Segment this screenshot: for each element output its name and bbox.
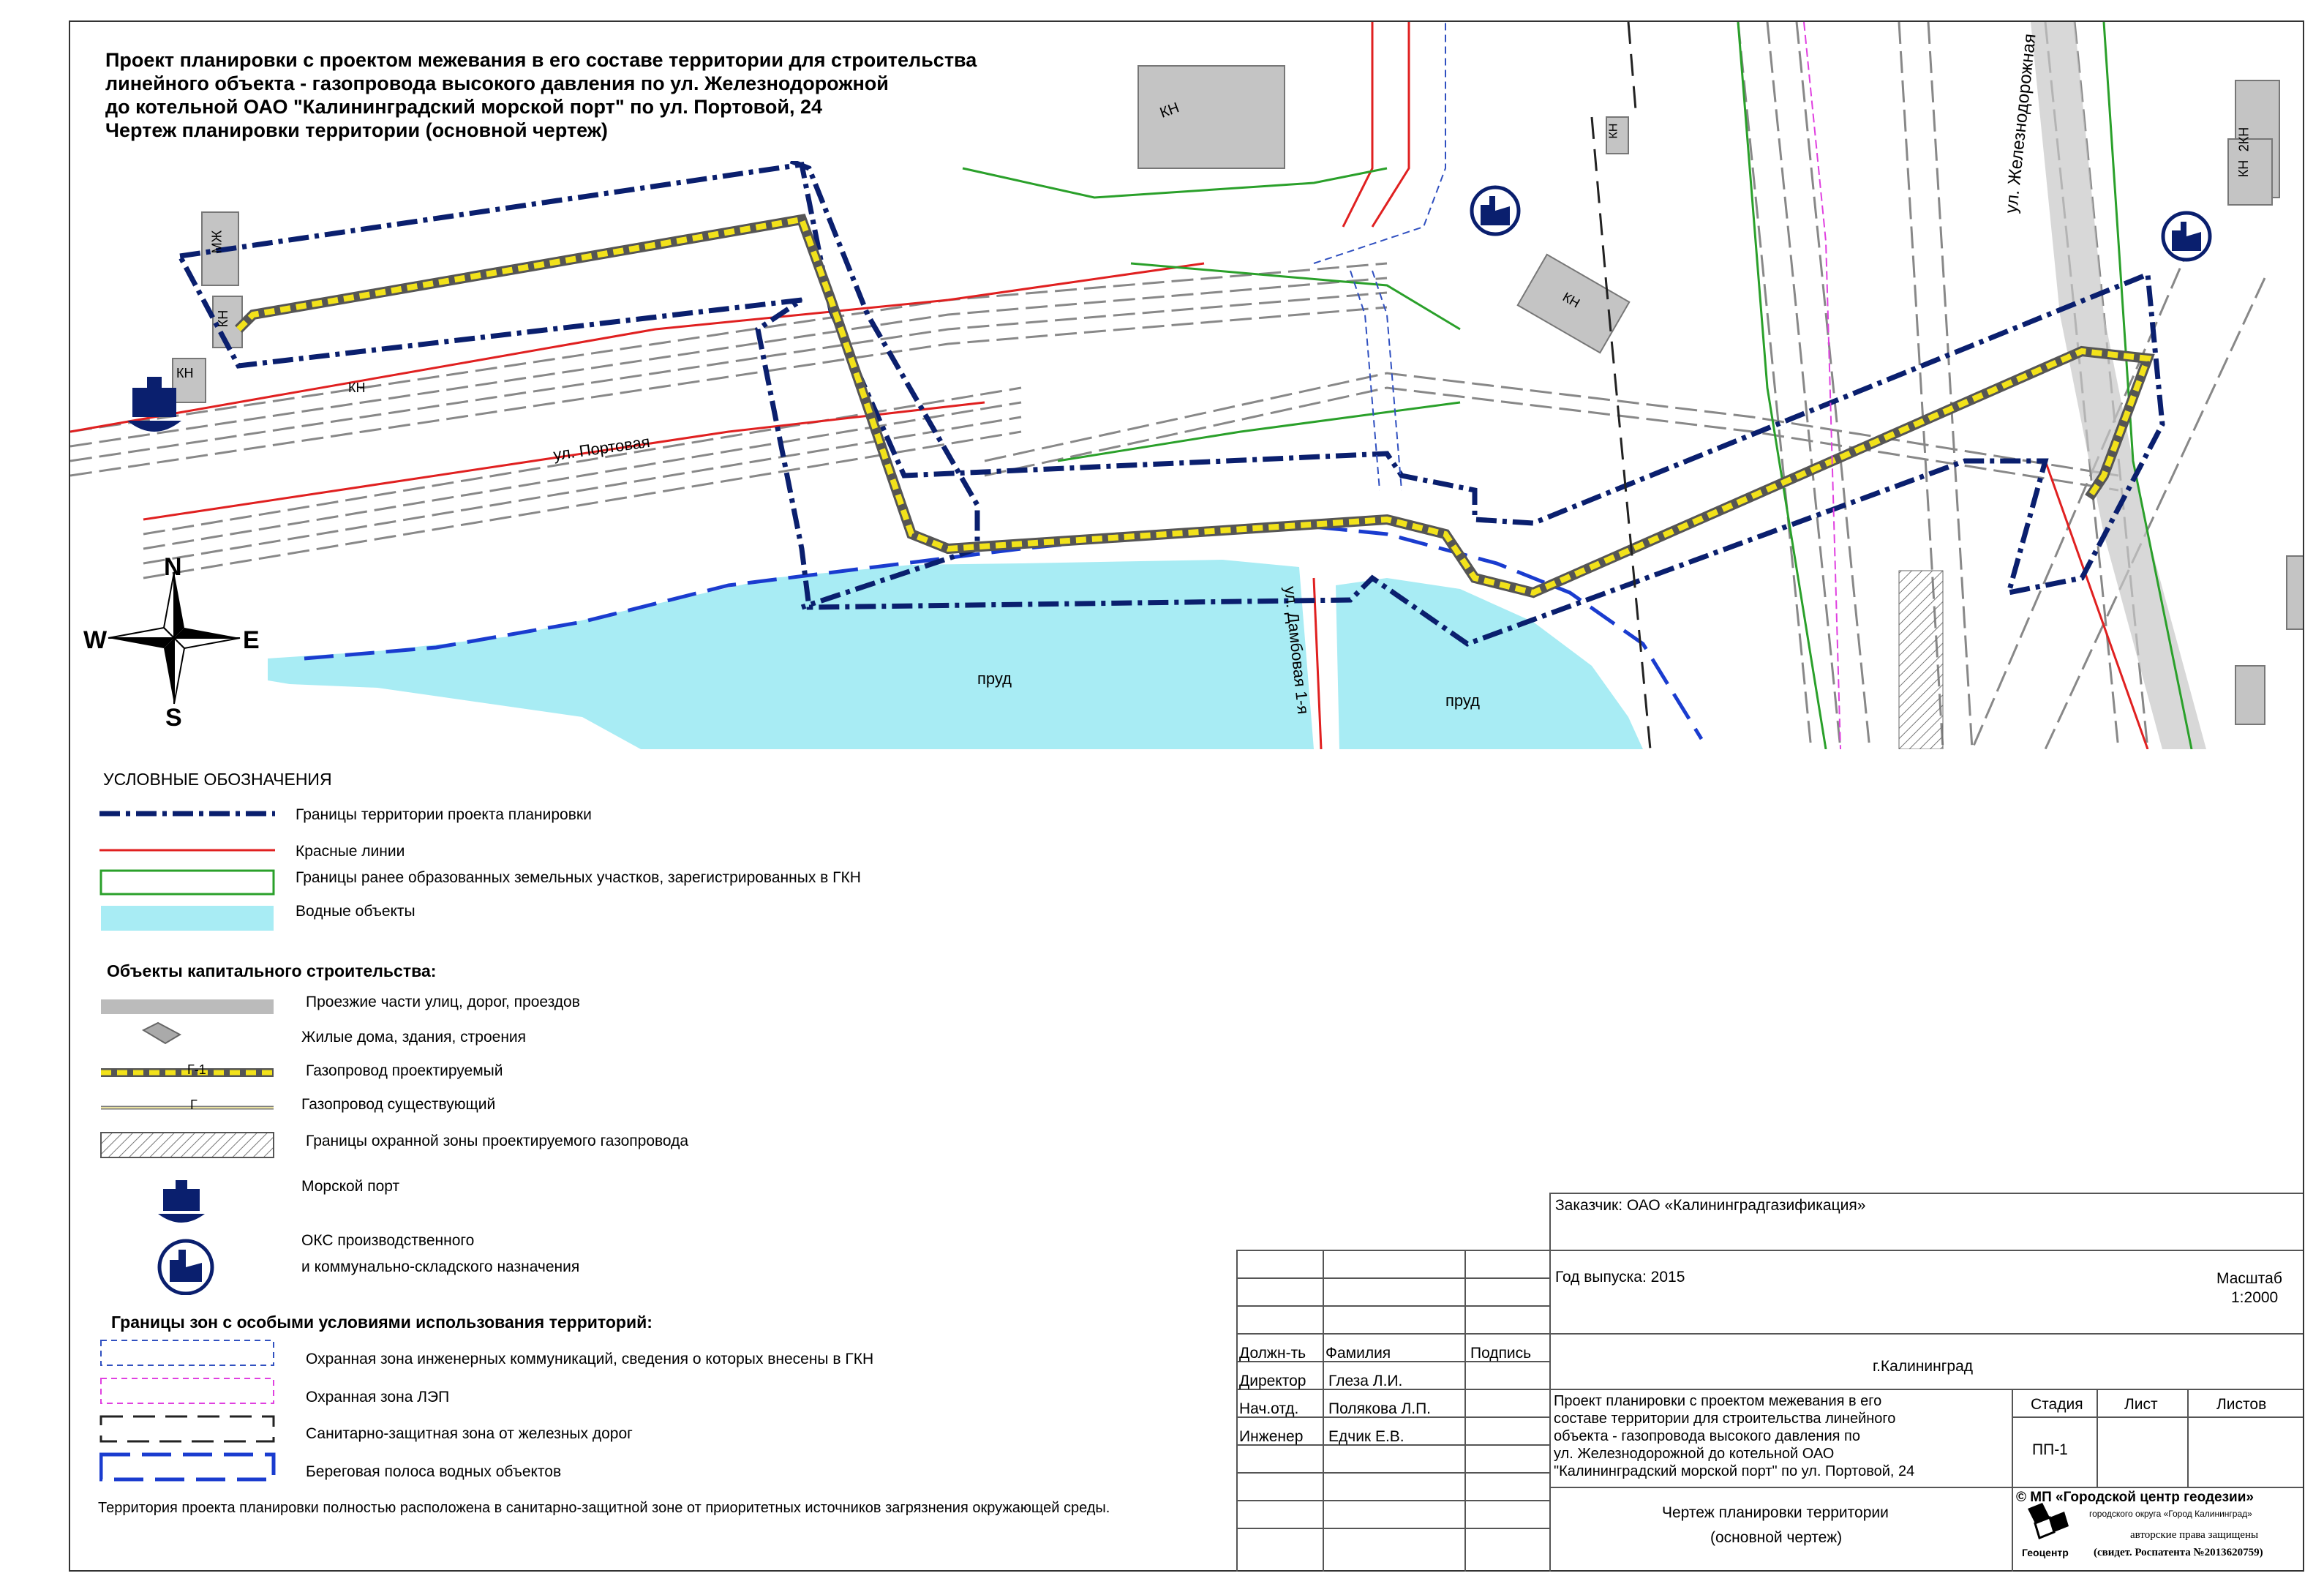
legend-item: Охранная зона ЛЭП [306, 1389, 450, 1406]
legend-zone-symbols [99, 1339, 290, 1500]
project-line: объекта - газопровода высокого давления по [1554, 1428, 1860, 1444]
legend-section-title: Объекты капитального строительства: [107, 961, 437, 980]
project-line: составе территории для строительства линейного [1554, 1411, 1896, 1427]
legend-item: Проезжие части улиц, дорог, проездов [306, 994, 580, 1010]
year: Год выпуска: 2015 [1555, 1269, 1685, 1286]
street-label-portovaya: ул. Портовая [552, 432, 652, 465]
street-label-dambovaya: ул. Дамбовая 1-я [1281, 585, 1313, 716]
pond-west [268, 560, 1314, 749]
building-label: КН [1560, 289, 1583, 311]
person-name: Глеза Л.И. [1328, 1373, 1403, 1389]
street-label-zheleznodorozhnaya: ул. Железнодорожная [2001, 32, 2040, 214]
title-line: линейного объекта - газопровода высокого давления по ул. Железнодорожной [105, 72, 889, 94]
title-line: Чертеж планировки территории (основной чертеж) [105, 119, 608, 141]
legend-item: Охранная зона инженерных коммуникаций, сведения о которых внесены в ГКН [306, 1351, 874, 1367]
building-label: КН [348, 380, 366, 395]
compass-e: E [243, 626, 260, 654]
sheets-label: Листов [2216, 1396, 2267, 1413]
person-name: Едчик Е.В. [1328, 1428, 1404, 1445]
header-signature: Подпись [1470, 1345, 1532, 1362]
industrial-icon-1 [1472, 187, 1519, 234]
legend-item: Жилые дома, здания, строения [301, 1029, 527, 1046]
header-surname: Фамилия [1325, 1345, 1391, 1362]
person-position: Нач.отд. [1239, 1400, 1299, 1417]
pond-label-east: пруд [1445, 691, 1481, 710]
person-name: Полякова Л.П. [1328, 1400, 1432, 1417]
org-sub: городского округа «Город Калининград» [2089, 1509, 2252, 1519]
org-logo-text: Геоцентр [2022, 1547, 2069, 1558]
building-label: 2КН [2236, 127, 2252, 152]
person-position: Инженер [1239, 1428, 1304, 1445]
building-label: КН [216, 309, 231, 328]
city: г.Калининград [1873, 1358, 1974, 1375]
stage-value: ПП-1 [2032, 1441, 2068, 1458]
legend-item: Границы ранее образованных земельных участков, зарегистрированных в ГКН [296, 869, 861, 886]
drawing-name: Чертеж планировки территории [1662, 1504, 1889, 1521]
scale-value: 1:2000 [2231, 1289, 2279, 1306]
legend-item: Морской порт [301, 1178, 400, 1195]
legend-gas-existing-mark: Г [190, 1097, 198, 1112]
building-label: КН [2236, 160, 2252, 178]
project-line: Проект планировки с проектом межевания в его [1554, 1393, 1882, 1409]
legend-note: Территория проекта планировки полностью расположена в санитарно-защитной зоне от приоритетных источников загрязнения окружающей среды. [98, 1500, 1110, 1516]
legend-item: Газопровод существующий [301, 1096, 496, 1113]
compass-w: W [83, 626, 108, 654]
legend-gas-planned-mark: Г-1 [187, 1062, 206, 1077]
project-line: ул. Железнодорожной до котельной ОАО [1554, 1446, 1835, 1462]
industrial-icon-2 [2163, 213, 2210, 260]
stage-label: Стадия [2031, 1396, 2083, 1413]
building-label: МЖ [209, 230, 225, 254]
building-label: КН [1607, 123, 1620, 139]
port-icon [158, 1180, 205, 1223]
compass-rose [108, 572, 240, 704]
legend [70, 761, 1226, 1536]
pond-east [1336, 578, 1643, 749]
planned-gas-pipeline [238, 219, 2148, 593]
industrial-icon [159, 1241, 212, 1294]
legend-symbols [99, 783, 290, 1295]
scale-label: Масштаб [2216, 1270, 2282, 1287]
compass-s: S [165, 704, 182, 732]
geocenter-logo-icon [2020, 1501, 2072, 1545]
building-label: КН [1157, 100, 1181, 121]
copyright: авторские права защищены [2130, 1529, 2259, 1541]
legend-title: УСЛОВНЫЕ ОБОЗНАЧЕНИЯ [103, 770, 332, 789]
legend-item: Границы охранной зоны проектируемого газопровода [306, 1133, 689, 1149]
title-line: до котельной ОАО "Калининградский морской порт" по ул. Портовой, 24 [105, 96, 823, 118]
road-zheleznodorozhnaya [2031, 22, 2206, 749]
org-name: © МП «Городской центр геодезии» [2016, 1490, 2254, 1505]
legend-item: Береговая полоса водных объектов [306, 1463, 562, 1480]
header-position: Должн-ть [1239, 1345, 1306, 1362]
person-position: Директор [1239, 1373, 1306, 1389]
compass-n: N [164, 553, 182, 581]
legend-item: Границы территории проекта планировки [296, 806, 592, 823]
title-line: Проект планировки с проектом межевания в его составе территории для строительства [105, 49, 977, 71]
legend-item: и коммунально-складского назначения [301, 1258, 580, 1275]
customer: Заказчик: ОАО «Калининградгазификация» [1555, 1197, 1866, 1214]
copyright: (свидет. Роспатента №2013620759) [2094, 1547, 2263, 1558]
legend-item: ОКС производственного [301, 1232, 475, 1249]
drawing-title [70, 22, 1080, 161]
legend-item: Водные объекты [296, 903, 415, 920]
pond-label-west: пруд [977, 669, 1012, 688]
legend-section-title: Границы зон с особыми условиями использования территорий: [111, 1313, 653, 1332]
legend-item: Санитарно-защитная зона от железных дорог [306, 1425, 633, 1442]
building-label: КН [176, 366, 194, 380]
drawing-name: (основной чертеж) [1710, 1529, 1843, 1546]
project-line: "Калининградский морской порт" по ул. Портовой, 24 [1554, 1463, 1915, 1479]
legend-item: Газопровод проектируемый [306, 1062, 503, 1079]
legend-item: Красные линии [296, 843, 405, 860]
sheet-label: Лист [2124, 1396, 2158, 1413]
